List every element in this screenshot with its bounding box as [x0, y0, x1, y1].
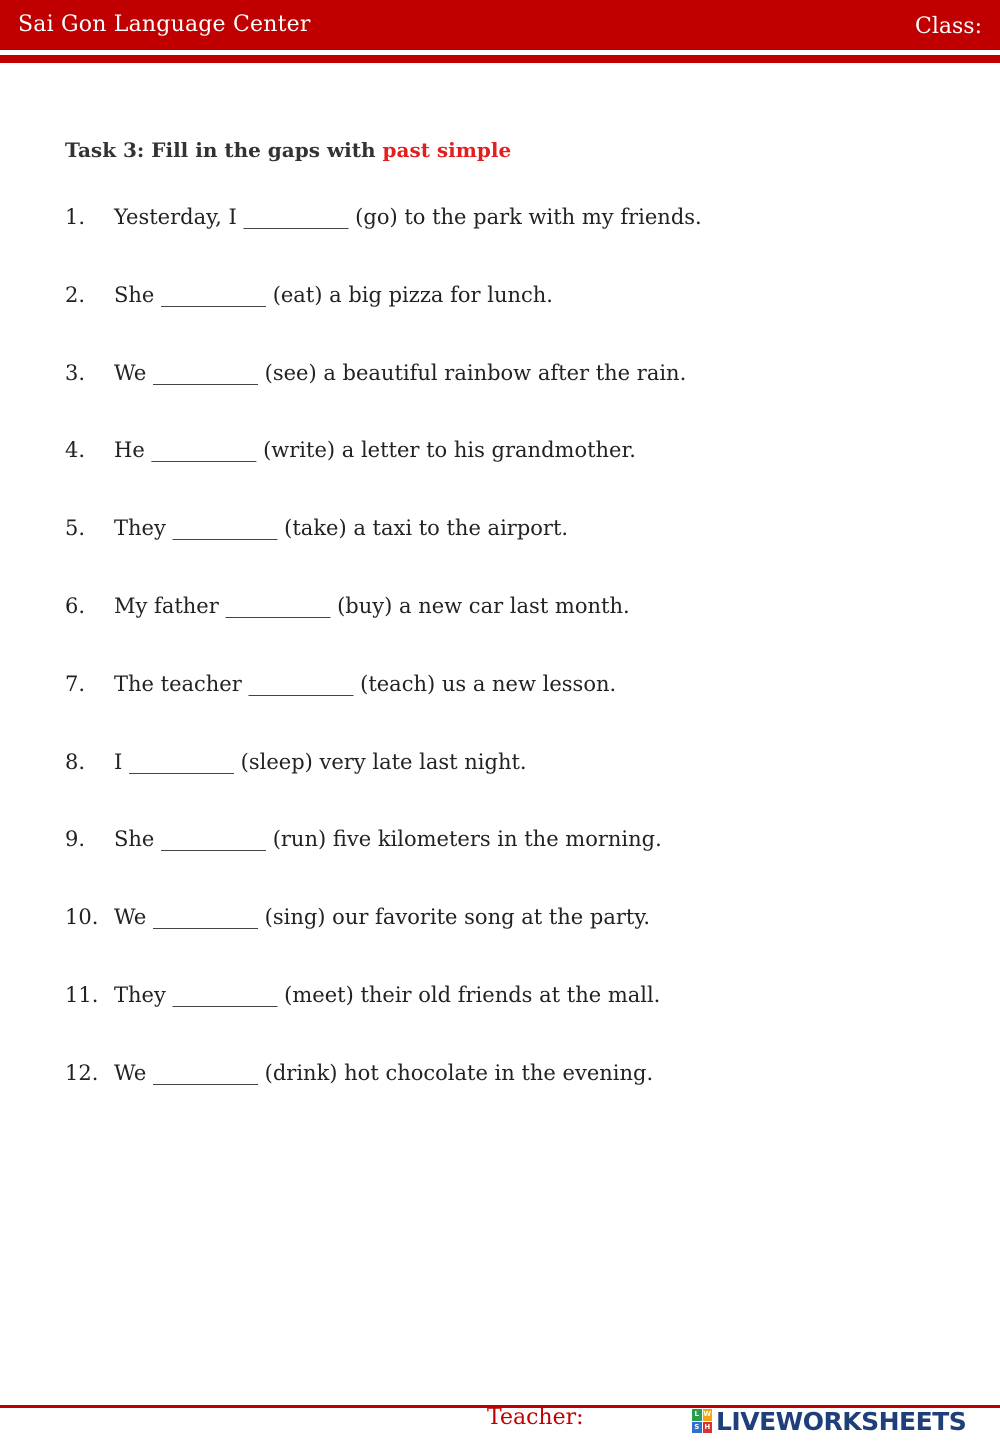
question-text[interactable]: They __________ (meet) their old friends at the mall. — [114, 982, 661, 1007]
center-name: Sai Gon Language Center — [18, 12, 311, 37]
question-number: 11. — [65, 982, 99, 1007]
task-title — [65, 138, 511, 162]
question-item — [65, 983, 965, 1061]
question-number: 2. — [65, 282, 86, 307]
question-number: 1. — [65, 205, 86, 229]
question-item — [65, 438, 965, 516]
question-item — [65, 594, 965, 672]
question-number: 4. — [65, 438, 86, 463]
liveworksheets-icon: L W S H — [692, 1409, 712, 1433]
task-title-highlight: past simple — [382, 138, 512, 162]
question-number: 3. — [65, 360, 86, 385]
liveworksheets-brand: LIVEWORKSHEETS — [716, 1406, 967, 1436]
question-text[interactable]: I __________ (sleep) very late last night. — [114, 749, 527, 774]
teacher-label: Teacher: — [487, 1405, 584, 1430]
question-text[interactable]: They __________ (take) a taxi to the airport. — [114, 516, 569, 541]
question-item — [65, 672, 965, 750]
question-text[interactable]: Yesterday, I __________ (go) to the park with my friends. — [114, 205, 702, 229]
question-number: 5. — [65, 516, 86, 541]
question-text[interactable]: He __________ (write) a letter to his grandmother. — [114, 438, 636, 463]
question-text[interactable]: The teacher __________ (teach) us a new lesson. — [114, 671, 617, 696]
class-label: Class: — [915, 14, 982, 39]
question-list — [65, 205, 965, 1139]
liveworksheets-logo[interactable] — [692, 1406, 966, 1436]
header-divider — [0, 55, 1000, 63]
question-number: 10. — [65, 905, 99, 930]
question-item — [65, 1061, 965, 1139]
header-bar — [0, 0, 1000, 50]
question-text[interactable]: We __________ (drink) hot chocolate in the evening. — [114, 1060, 654, 1085]
question-item — [65, 283, 965, 361]
question-text[interactable]: We __________ (see) a beautiful rainbow after the rain. — [114, 360, 687, 385]
question-item — [65, 905, 965, 983]
task-title-prefix: Task 3: Fill in the gaps with — [65, 138, 383, 162]
question-number: 6. — [65, 593, 86, 618]
question-number: 12. — [65, 1060, 99, 1085]
question-text[interactable]: My father __________ (buy) a new car last month. — [114, 593, 630, 618]
question-text[interactable]: She __________ (run) five kilometers in the morning. — [114, 827, 662, 852]
question-text[interactable]: She __________ (eat) a big pizza for lunch. — [114, 282, 553, 307]
question-item — [65, 750, 965, 828]
question-item — [65, 361, 965, 439]
question-item — [65, 516, 965, 594]
question-item — [65, 827, 965, 905]
question-number: 7. — [65, 671, 86, 696]
question-text[interactable]: We __________ (sing) our favorite song at the party. — [114, 905, 651, 930]
question-number: 8. — [65, 749, 86, 774]
question-number: 9. — [65, 827, 86, 852]
question-item — [65, 205, 965, 283]
